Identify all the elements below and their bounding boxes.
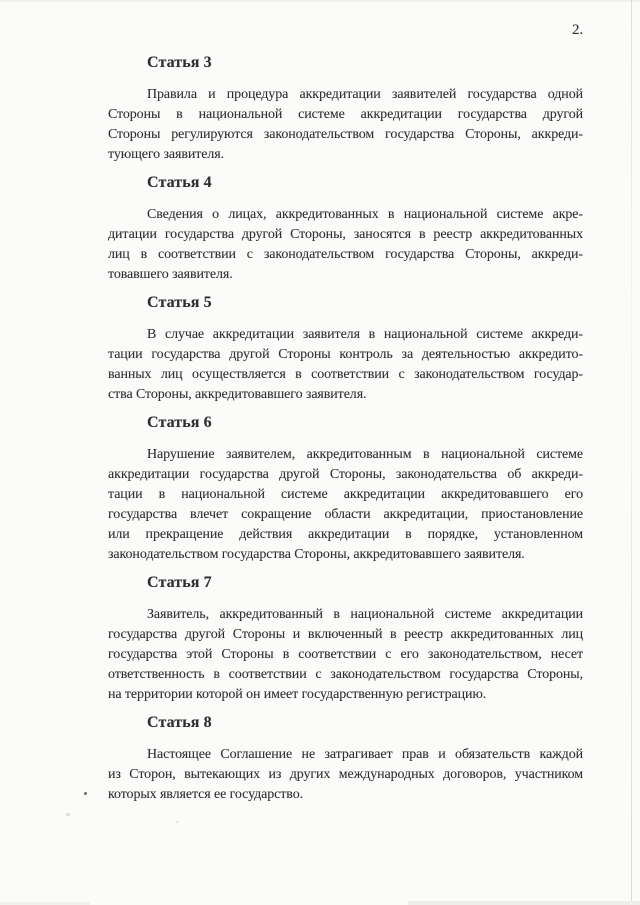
paragraph-line: товавшего заявителя. <box>108 267 233 282</box>
article-heading: Статья 3 <box>147 54 212 71</box>
paragraph-line: законодательством государства Стороны, аккредитовавшего заявителя. <box>108 547 525 562</box>
article-paragraph <box>108 605 583 705</box>
article-heading: Статья 4 <box>147 174 212 191</box>
article-section <box>108 173 583 285</box>
article-heading: Статья 8 <box>147 714 212 731</box>
scan-bottom-artifact <box>408 901 640 905</box>
article-section <box>108 713 583 805</box>
article-paragraph <box>108 325 583 405</box>
article-paragraph <box>108 205 583 285</box>
article-section <box>108 53 583 165</box>
paragraph-line: Нарушение заявителем, аккредитованным в национальной системе <box>147 447 583 462</box>
ink-speck-corner <box>176 821 179 823</box>
scan-right-edge-artifact <box>631 0 632 905</box>
article-heading: Статья 6 <box>147 414 212 431</box>
ink-speck <box>84 792 87 795</box>
paragraph-line: аккредитации государства другой Стороны, законодательства об аккреди- <box>108 467 583 482</box>
ink-speck-faint <box>66 813 70 816</box>
article-heading: Статья 5 <box>147 294 212 311</box>
paragraph-line: или прекращение действия аккредитации в порядке, установленном <box>108 527 583 542</box>
articles-container <box>108 53 583 813</box>
paragraph-line: тации в национальной системе аккредитации аккредитовавшего его <box>108 487 583 502</box>
article-paragraph <box>108 85 583 165</box>
article-section <box>108 413 583 565</box>
article-paragraph <box>108 445 583 565</box>
paragraph-line: ответственность в соответствии с законодательством государства Стороны, <box>108 667 583 682</box>
paragraph-line: Сведения о лицах, аккредитованных в национальной системе акре- <box>147 207 583 222</box>
paragraph-line: лиц в соответствии с законодательством государства Стороны, аккреди- <box>108 247 583 262</box>
article-section <box>108 293 583 405</box>
paragraph-line: Настоящее Соглашение не затрагивает прав и обязательств каждой <box>147 747 583 762</box>
paragraph-line: ства Стороны, аккредитовавшего заявителя. <box>108 387 367 402</box>
paragraph-line: Правила и процедура аккредитации заявителей государства одной <box>147 87 583 102</box>
paragraph-line: Стороны регулируются законодательством государства Стороны, аккреди- <box>108 127 583 142</box>
paragraph-line: ванных лиц осуществляется в соответствии с законодательством государ- <box>108 367 583 382</box>
article-paragraph <box>108 745 583 805</box>
article-heading: Статья 7 <box>147 574 212 591</box>
paragraph-line: из Сторон, вытекающих из других международных договоров, участником <box>108 767 583 782</box>
paragraph-line: тующего заявителя. <box>108 147 225 162</box>
paragraph-line: Заявитель, аккредитованный в национальной системе аккредитации <box>147 607 583 622</box>
scan-top-edge-artifact <box>0 0 640 2</box>
paragraph-line: Стороны в национальной системе аккредитации государства другой <box>108 107 583 122</box>
paragraph-line: дитации государства другой Стороны, заносятся в реестр аккредитованных <box>108 227 583 242</box>
paragraph-line: государства этой Стороны в соответствии с его законодательством, несет <box>108 647 583 662</box>
paragraph-line: В случае аккредитации заявителя в национальной системе аккреди- <box>147 327 583 342</box>
paragraph-line: на территории которой он имеет государственную регистрацию. <box>108 687 487 702</box>
paragraph-line: тации государства другой Стороны контроль за деятельностью аккредито- <box>108 347 583 362</box>
paragraph-line: которых является ее государство. <box>108 787 303 802</box>
paragraph-line: государства влечет сокращение области аккредитации, приостановление <box>108 507 583 522</box>
page-number: 2. <box>572 22 584 38</box>
paragraph-line: государства другой Стороны и включенный в реестр аккредитованных лиц <box>108 627 583 642</box>
article-section <box>108 573 583 705</box>
